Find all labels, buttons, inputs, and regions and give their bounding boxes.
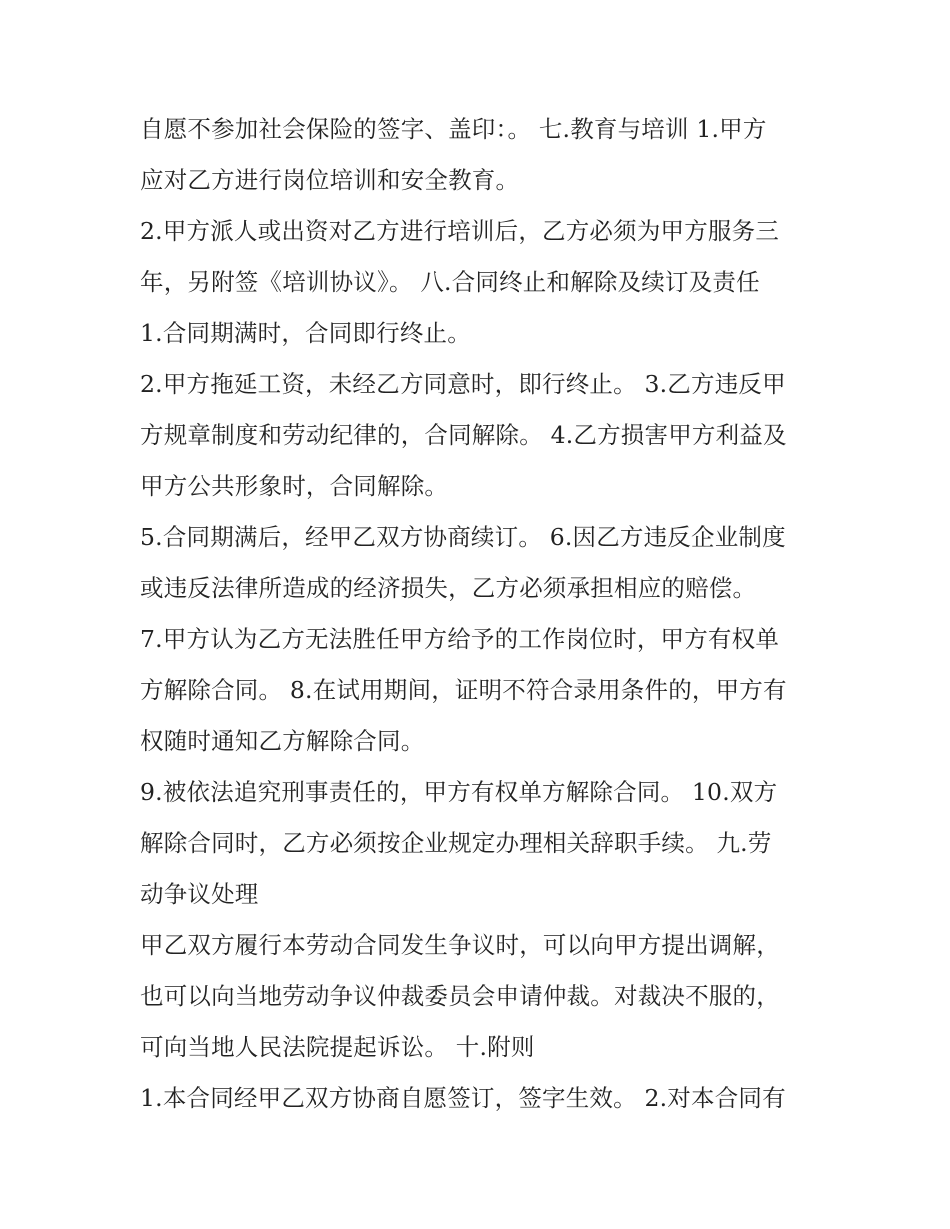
text-line: 解除合同时，乙方必须按企业规定办理相关辞职手续。 九.劳	[140, 829, 772, 857]
text-line: 方解除合同。 8.在试用期间，证明不符合录用条件的，甲方有	[140, 676, 787, 704]
text-line: 甲乙双方履行本劳动合同发生争议时，可以向甲方提出调解，	[140, 931, 780, 959]
text-line: 或违反法律所造成的经济损失，乙方必须承担相应的赔偿。	[140, 574, 757, 602]
text-line: 自愿不参加社会保险的签字、盖印：。 七.教育与培训 1.甲方	[140, 115, 767, 143]
text-line: 也可以向当地劳动争议仲裁委员会申请仲裁。对裁决不服的，	[140, 982, 780, 1010]
text-line: 应对乙方进行岗位培训和安全教育。	[140, 166, 520, 194]
text-line: 甲方公共形象时，合同解除。	[140, 472, 449, 500]
text-line: 方规章制度和劳动纪律的，合同解除。 4.乙方损害甲方利益及	[140, 421, 787, 449]
text-line: 2.甲方拖延工资，未经乙方同意时，即行终止。 3.乙方违反甲	[140, 370, 786, 398]
text-line: 动争议处理	[140, 880, 259, 908]
text-line: 9.被依法追究刑事责任的，甲方有权单方解除合同。 10.双方	[140, 778, 778, 806]
text-line: 2.甲方派人或出资对乙方进行培训后，乙方必须为甲方服务三	[140, 217, 780, 245]
text-line: 可向当地人民法院提起诉讼。 十.附则	[140, 1033, 535, 1061]
text-line: 年，另附签《培训协议》。 八.合同终止和解除及续订及责任	[140, 268, 760, 296]
text-line: 7.甲方认为乙方无法胜任甲方给予的工作岗位时，甲方有权单	[140, 625, 780, 653]
text-line: 权随时通知乙方解除合同。	[140, 727, 425, 755]
text-line: 1.合同期满时，合同即行终止。	[140, 319, 471, 347]
text-line: 1.本合同经甲乙双方协商自愿签订，签字生效。 2.对本合同有	[140, 1084, 786, 1112]
document-body	[140, 104, 820, 1124]
text-line: 5.合同期满后，经甲乙双方协商续订。 6.因乙方违反企业制度	[140, 523, 786, 551]
